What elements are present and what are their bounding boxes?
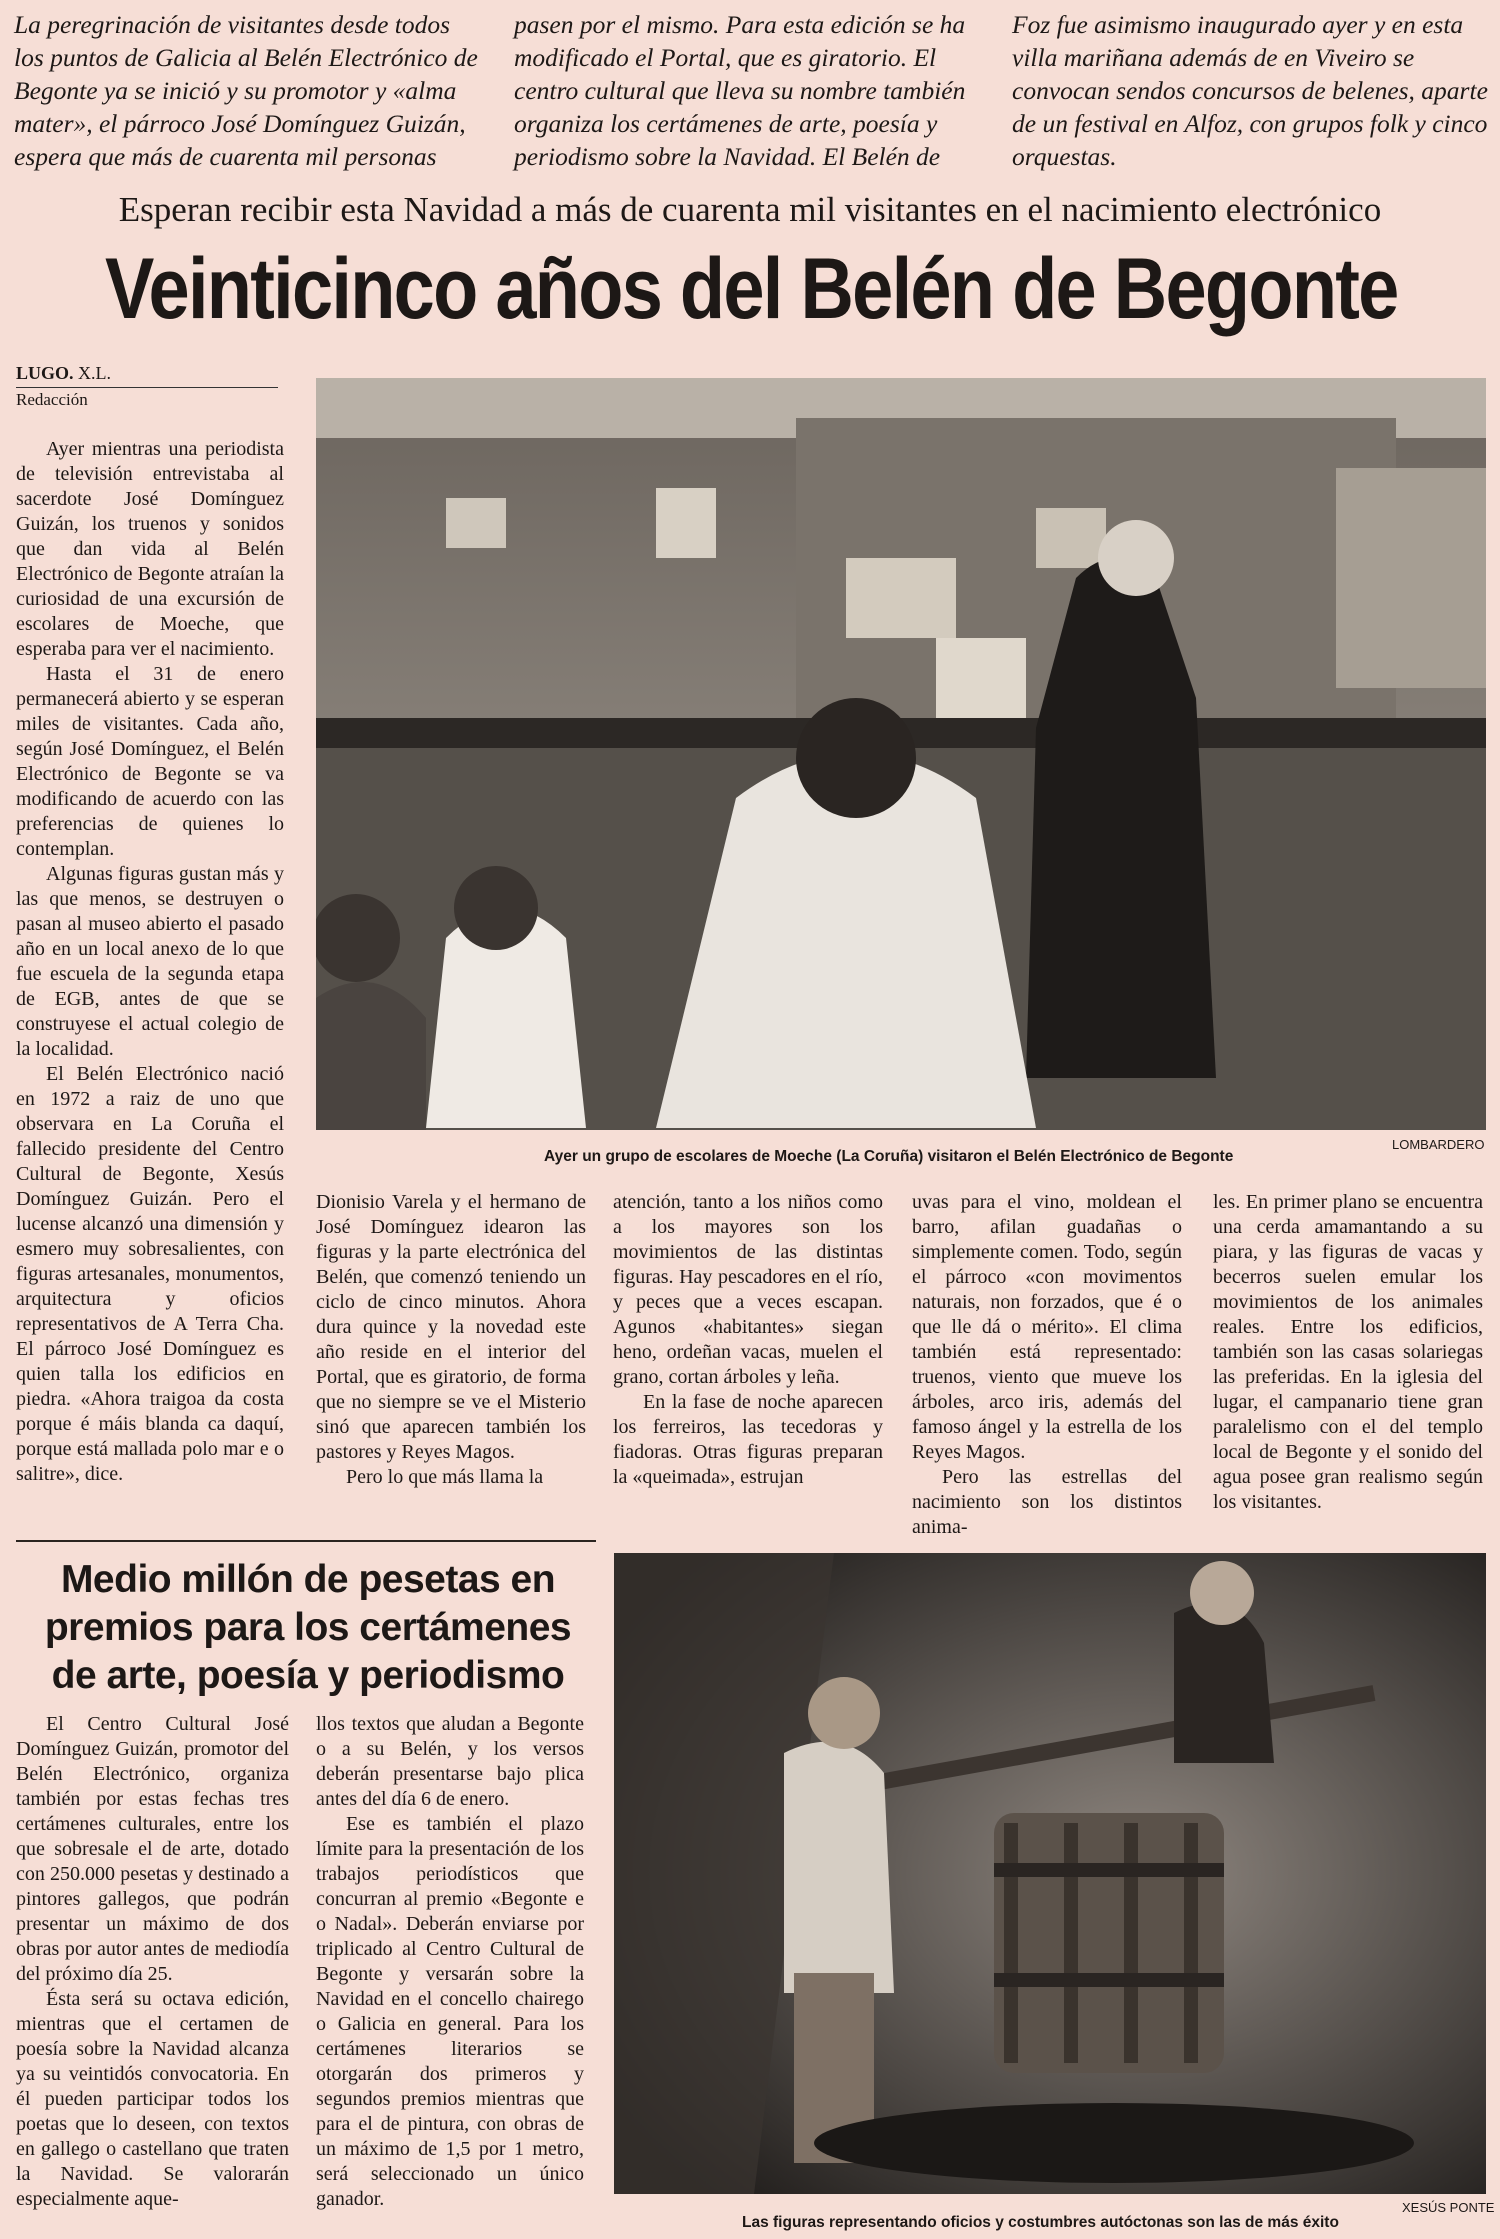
paragraph: El Belén Electrónico nació en 1972 a raiz de uno que observara en La Coruña el fallecido presidente del Centro Cultural de Begonte, Xesús Domínguez Guizán. Pero el lucense alcanzó una dimensión y esmero muy sobresalientes, con figuras artesanales, monumentos, arquitectura y oficios representativos de A Terra Cha. El párroco José Domínguez es quien talla los edificios en piedra. «Ahora traigoa da costa porque é máis blanda ca daquí, porque está mallada polo mar e o salitre», dice.: [16, 1063, 284, 1485]
side-headline: Medio millón de pesetas en premios para los certámenes de arte, poesía y periodismo: [44, 1558, 572, 1697]
article-column-3: [613, 1190, 883, 1490]
subheadline: Esperan recibir esta Navidad a más de cuarenta mil visitantes en el nacimiento electrónico: [118, 190, 1382, 229]
paragraph: El Centro Cultural José Domínguez Guizán, promotor del Belén Electrónico, organiza también por estas fechas tres certámenes culturales, entre los que sobresale el de arte, dotado con 250.000 pesetas y destinado a pintores gallegos, que podrán presentar un máximo de dos obras por autor antes de mediodía del próximo día 25.: [16, 1713, 289, 1985]
paragraph: En la fase de noche aparecen los ferreiros, las tecedoras y fiadoras. Otras figuras preparan la «queimada», estrujan: [613, 1391, 883, 1488]
byline-desk: Redacción: [16, 390, 88, 409]
side-column-2: [316, 1712, 584, 2212]
divider: [16, 1540, 596, 1542]
photo-wine-press-art: [614, 1553, 1486, 2194]
photo-credit-2: XESÚS PONTE: [1402, 2200, 1495, 2215]
paragraph: llos textos que aludan a Begonte o a su Belén, y los versos deberán presentarse bajo plica antes del día 6 de enero.: [316, 1713, 584, 1810]
paragraph: Ayer mientras una periodista de televisión entrevistaba al sacerdote José Domínguez Guizán, los truenos y sonidos que dan vida al Belén Electrónico de Begonte atraían la curiosidad de una excursión de escolares de Moeche, que esperaba para ver el nacimiento.: [16, 438, 284, 660]
paragraph: Pero lo que más llama la: [346, 1466, 544, 1488]
paragraph: uvas para el vino, moldean el barro, afilan guadañas o simplemente comen. Todo, según el párroco «con movimentos naturais, non forzados, que é o que lle dá o mérito». El clima también está representado: truenos, viento que mueve los árboles, arco iris, además del famoso ángel y la estrella de los Reyes Magos.: [912, 1191, 1182, 1463]
photo-caption-1: Ayer un grupo de escolares de Moeche (La Coruña) visitaron el Belén Electrónico de Begonte: [544, 1148, 1234, 1165]
paragraph: Ésta será su octava edición, mientras que el certamen de poesía sobre la Navidad alcanza ya su veintidós convocatoria. En él pueden participar todos los poetas que lo deseen, con textos en gallego o castellano que traten la Navidad. Se valorarán especialmente aque-: [16, 1988, 289, 2210]
photo-caption-2: Las figuras representando oficios y costumbres autóctonas son las de más éxito: [742, 2214, 1339, 2231]
photo-credit-1: LOMBARDERO: [1392, 1137, 1485, 1152]
paragraph: atención, tanto a los niños como a los mayores son los movimientos de las distintas figuras. Hay pescadores en el río, y peces que a veces escapan. Agunos «habitantes» siegan heno, ordeñan vacas, muelen el grano, cortan árboles y leña.: [613, 1191, 883, 1388]
side-column-1: [16, 1712, 289, 2212]
paragraph: Pero las estrellas del nacimiento son los distintos anima-: [912, 1466, 1182, 1538]
photo-wine-press-figures: [614, 1553, 1486, 2194]
photo-nativity-scene-art: [316, 378, 1486, 1130]
byline: [16, 363, 278, 388]
byline-place: LUGO.: [16, 363, 74, 383]
paragraph: Algunas figuras gustan más y las que menos, se destruyen o pasan al museo abierto el pasado año en un local anexo de lo que fue escuela de la segunda etapa de EGB, antes de que se construyese el actual colegio de la localidad.: [16, 863, 284, 1060]
lead-col-2: pasen por el mismo. Para esta edición se ha modificado el Portal, que es giratorio. El centro cultural que lleva su nombre también organiza los certámenes de arte, poesía y periodismo sobre la Navidad. El Belén de: [514, 10, 966, 171]
lead-col-1: La peregrinación de visitantes desde todos los puntos de Galicia al Belén Electrónico de Begonte ya se inició y su promotor y «alma mater», el párroco José Domínguez Guizán, espera que más de cuarenta mil personas: [14, 10, 478, 171]
paragraph: les. En primer plano se encuentra una cerda amamantando a su piara, y las figuras de vacas y becerros suelen emular los movimientos de los animales reales. Entre los edificios, también son las casas solariegas las preferidas. En la iglesia del lugar, el campanario tiene gran paralelismo con el del templo local de Begonte y el sonido del agua posee gran realismo según los visitantes.: [1213, 1191, 1483, 1513]
photo-nativity-scene: [316, 378, 1486, 1130]
article-column-1: [16, 437, 284, 1487]
article-column-4: [912, 1190, 1182, 1540]
headline: Veinticinco años del Belén de Begonte: [105, 241, 1398, 337]
paragraph: Hasta el 31 de enero permanecerá abierto y se esperan miles de visitantes. Cada año, según José Domínguez, el Belén Electrónico de Begonte se va modificando de acuerdo con las preferencias de quienes lo contemplan.: [16, 663, 284, 860]
lead-col-3: Foz fue asimismo inaugurado ayer y en esta villa mariñana además de en Viveiro se convocan sendos concursos de belenes, aparte de un festival en Alfoz, con grupos folk y cinco orquestas.: [1012, 10, 1488, 171]
byline-author: X.L.: [73, 363, 112, 383]
article-column-5: [1213, 1190, 1483, 1515]
paragraph: Ese es también el plazo límite para la presentación de los trabajos periodísticos que concurran al premio «Begonte e o Nadal». Deberán enviarse por triplicado al Centro Cultural de Begonte y versarán sobre la Navidad en el concello chairego o Galicia en general. Para los certámenes literarios se otorgarán dos primeros y segundos premios mientras que para el de pintura, con obras de un máximo de 1,5 por 1 metro, será seleccionado un único ganador.: [316, 1813, 584, 2210]
paragraph: Dionisio Varela y el hermano de José Domínguez idearon las figuras y la parte electrónica del Belén, que comenzó teniendo un ciclo de cinco minutos. Ahora dura quince y la novedad este año reside en el interior del Portal, que es giratorio, de forma que no siempre se ve el Misterio sinó que aparecen también los pastores y Reyes Magos.: [316, 1191, 586, 1463]
article-column-2: [316, 1190, 586, 1490]
